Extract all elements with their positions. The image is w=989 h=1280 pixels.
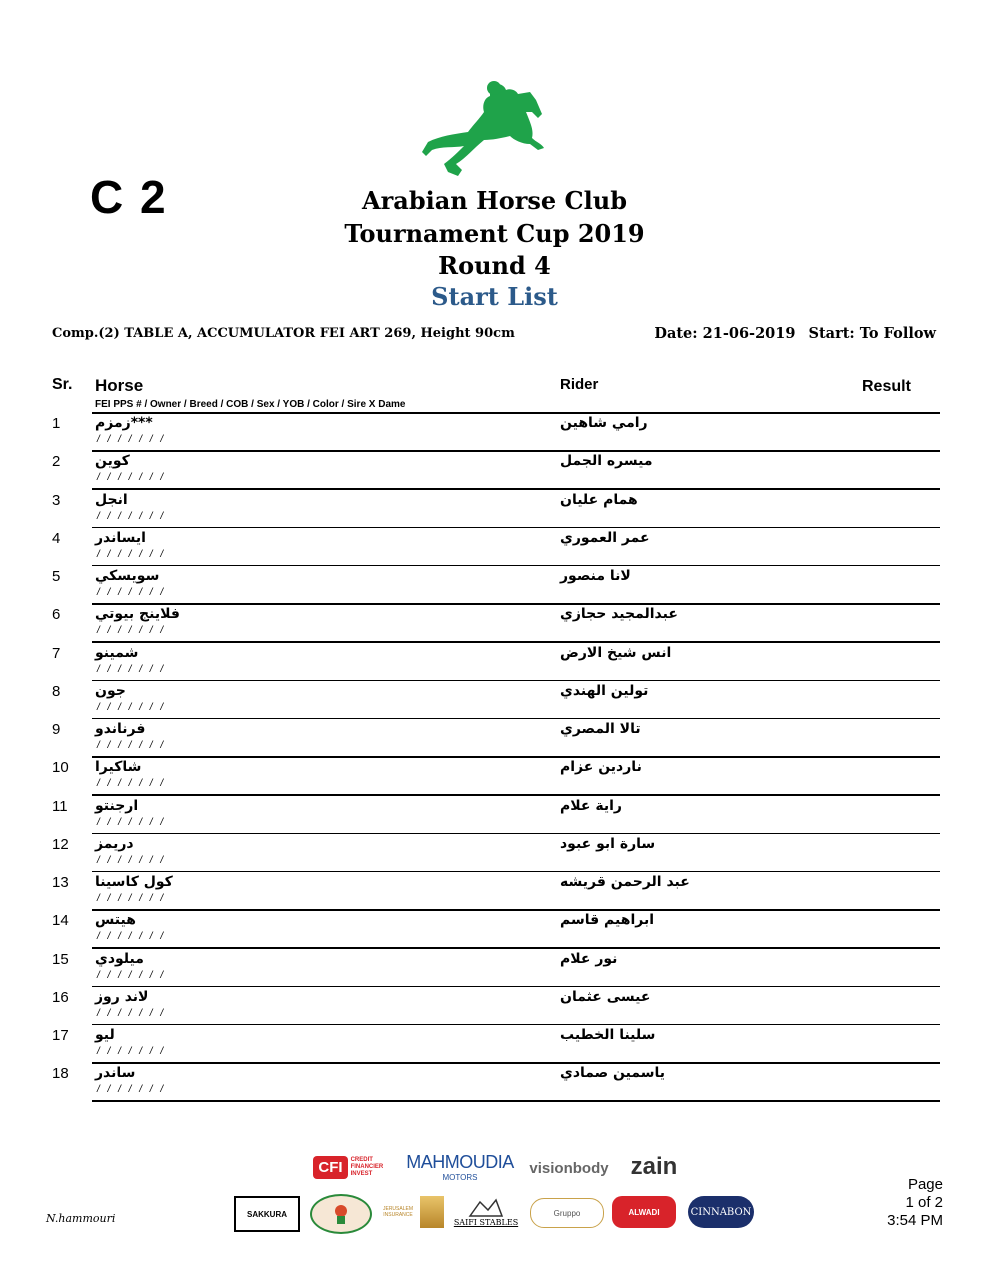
table-row <box>0 720 989 758</box>
cfi-subtitle: CREDIT FINANCIER INVEST <box>350 1156 384 1177</box>
row-horse-name: ساندر <box>95 1065 136 1082</box>
row-horse-name: شاكيرا <box>95 759 142 776</box>
row-horse-name: دريمز <box>95 835 134 852</box>
row-serial-number: 6 <box>52 606 61 624</box>
table-row <box>0 414 989 452</box>
row-horse-details: / / / / / / / <box>97 1007 166 1019</box>
row-horse-details: / / / / / / / <box>97 854 166 866</box>
table-row <box>0 873 989 911</box>
row-serial-number: 14 <box>52 912 69 930</box>
row-horse-details: / / / / / / / <box>97 434 166 445</box>
row-horse-name: ايساندر <box>95 529 146 546</box>
row-horse-name: شمينو <box>95 644 139 661</box>
zain-logo: zain <box>630 1153 678 1180</box>
row-rider-name: سلينا الخطيب <box>560 1027 656 1043</box>
table-row <box>0 567 989 605</box>
row-rider-name: تالا المصري <box>560 721 641 737</box>
table-row <box>0 988 989 1026</box>
row-horse-details: / / / / / / / <box>97 778 166 790</box>
row-horse-details: / / / / / / / <box>97 740 166 751</box>
row-horse-name: فلاينج بيوتي <box>95 606 180 623</box>
row-rider-name: ميسره الجمل <box>560 453 653 470</box>
row-serial-number: 8 <box>52 682 61 700</box>
table-row <box>0 491 989 529</box>
row-divider <box>92 1100 940 1102</box>
row-rider-name: ابراهيم قاسم <box>560 912 655 929</box>
column-header-horse-details: FEI PPS # / Owner / Breed / COB / Sex / YOB / Color / Sire X Dame <box>95 399 406 410</box>
row-rider-name: راية علام <box>560 797 622 814</box>
jerusalem-insurance-logo: JERUSALEM INSURANCE <box>382 1206 413 1218</box>
row-horse-name: جون <box>95 682 126 699</box>
document-type: Start List <box>431 282 558 311</box>
row-horse-details: / / / / / / / <box>97 587 166 598</box>
table-row <box>0 797 989 835</box>
row-rider-name: رامي شاهين <box>560 415 648 431</box>
sponsor-row-bottom <box>234 1192 756 1232</box>
row-serial-number: 12 <box>52 835 69 853</box>
gruppo-logo: Gruppo <box>530 1198 604 1228</box>
row-horse-details: / / / / / / / <box>97 701 166 713</box>
club-name: Arabian Horse Club <box>362 186 627 215</box>
page-label: Page <box>907 1176 943 1193</box>
row-rider-name: عيسى عثمان <box>560 988 651 1005</box>
row-serial-number: 15 <box>52 950 69 968</box>
row-rider-name: عبد الرحمن قريشه <box>560 874 690 890</box>
round-label: Round 4 <box>438 251 551 280</box>
table-row <box>0 1026 989 1064</box>
page-footer <box>887 1176 943 1230</box>
sponsor-row-top <box>310 1148 690 1186</box>
table-row <box>0 605 989 643</box>
stable-horse-icon <box>466 1198 506 1218</box>
row-rider-name: لانا منصور <box>560 568 631 584</box>
competition-info: Comp.(2) TABLE A, ACCUMULATOR FEI ART 269, Height 90cm <box>52 326 515 341</box>
row-serial-number: 1 <box>52 415 61 432</box>
alwadi-logo: ALWADI <box>612 1196 676 1228</box>
horse-jumping-logo <box>418 78 550 182</box>
row-horse-name: ليو <box>95 1027 115 1043</box>
visionbody-logo: visionbody <box>529 1159 609 1177</box>
table-row <box>0 1064 989 1102</box>
row-rider-name: انس شيخ الارض <box>560 644 672 661</box>
row-serial-number: 9 <box>52 721 61 738</box>
row-horse-details: / / / / / / / <box>97 472 166 484</box>
row-horse-name: ارجنتو <box>95 797 139 814</box>
row-serial-number: 18 <box>52 1065 69 1083</box>
row-horse-details: / / / / / / / <box>97 548 166 560</box>
column-header-rider: Rider <box>560 376 599 393</box>
start-label: Start: To Follow <box>808 325 936 342</box>
table-row <box>0 529 989 567</box>
table-row <box>0 911 989 949</box>
row-rider-name: ناردين عزام <box>560 759 642 776</box>
page-number: 1 of 2 <box>905 1194 943 1211</box>
mahmoudia-logo <box>408 1150 512 1184</box>
row-serial-number: 2 <box>52 453 61 471</box>
cinnabon-logo: CINNABON <box>688 1196 754 1228</box>
row-serial-number: 3 <box>52 491 61 509</box>
date-start-info <box>654 325 936 342</box>
table-row <box>0 452 989 490</box>
row-horse-name: ميلودي <box>95 950 144 967</box>
row-rider-name: تولين الهندي <box>560 682 649 699</box>
table-row <box>0 758 989 796</box>
row-horse-details: / / / / / / / <box>97 816 166 828</box>
saifi-text: SAIFI STABLES <box>453 1217 519 1227</box>
row-serial-number: 7 <box>52 644 61 662</box>
row-serial-number: 13 <box>52 874 69 891</box>
row-serial-number: 17 <box>52 1027 69 1044</box>
date-label: Date: 21-06-2019 <box>654 325 796 342</box>
table-row <box>0 644 989 682</box>
row-serial-number: 10 <box>52 759 69 777</box>
mahmoudia-subtitle: MOTORS <box>442 1173 478 1182</box>
column-header-horse: Horse <box>95 376 144 395</box>
saifi-stables-logo <box>448 1194 524 1230</box>
row-horse-details: / / / / / / / <box>97 663 166 675</box>
row-rider-name: نور علام <box>560 950 618 967</box>
row-rider-name: سارة ابو عبود <box>560 835 656 852</box>
row-serial-number: 16 <box>52 988 69 1006</box>
signature: N.hammouri <box>46 1212 116 1225</box>
row-serial-number: 11 <box>52 797 68 815</box>
row-rider-name: عمر العموري <box>560 529 650 546</box>
table-row <box>0 835 989 873</box>
row-horse-name: فرناندو <box>95 721 146 737</box>
row-horse-name: كوين <box>95 453 130 470</box>
column-header-sr: Sr. <box>52 376 73 393</box>
cfi-logo <box>310 1152 392 1182</box>
row-horse-details: / / / / / / / <box>97 1046 166 1057</box>
jaraf-logo <box>310 1194 372 1234</box>
print-time: 3:54 PM <box>887 1212 943 1229</box>
tournament-name: Tournament Cup 2019 <box>344 219 645 248</box>
row-horse-name: لاند روز <box>95 988 149 1005</box>
row-horse-name: سويسكي <box>95 568 160 584</box>
table-row <box>0 682 989 720</box>
row-serial-number: 5 <box>52 568 61 585</box>
class-code: C 2 <box>90 171 168 223</box>
row-horse-details: / / / / / / / <box>97 969 166 981</box>
row-horse-name: كول كاسينا <box>95 874 173 890</box>
column-header-result: Result <box>862 378 911 395</box>
row-horse-details: / / / / / / / <box>97 1084 166 1096</box>
row-rider-name: ياسمين صمادي <box>560 1065 666 1082</box>
row-rider-name: همام عليان <box>560 491 638 508</box>
table-row <box>0 950 989 988</box>
row-horse-details: / / / / / / / <box>97 510 166 522</box>
row-rider-name: عبدالمجيد حجازي <box>560 606 678 623</box>
row-horse-name: هيتس <box>95 912 136 929</box>
row-serial-number: 4 <box>52 529 61 547</box>
row-horse-details: / / / / / / / <box>97 931 166 943</box>
mascot-icon <box>329 1202 353 1226</box>
row-horse-details: / / / / / / / <box>97 625 166 637</box>
cfi-mark: CFI <box>313 1156 347 1179</box>
row-horse-name: انجل <box>95 491 128 508</box>
row-horse-name: ***زمزم <box>95 415 153 431</box>
sakkura-logo: SAKKURA <box>234 1196 300 1232</box>
gold-emblem-icon <box>420 1196 444 1228</box>
row-horse-details: / / / / / / / <box>97 893 166 904</box>
mahmoudia-mark: MAHMOUDIA <box>406 1152 514 1172</box>
